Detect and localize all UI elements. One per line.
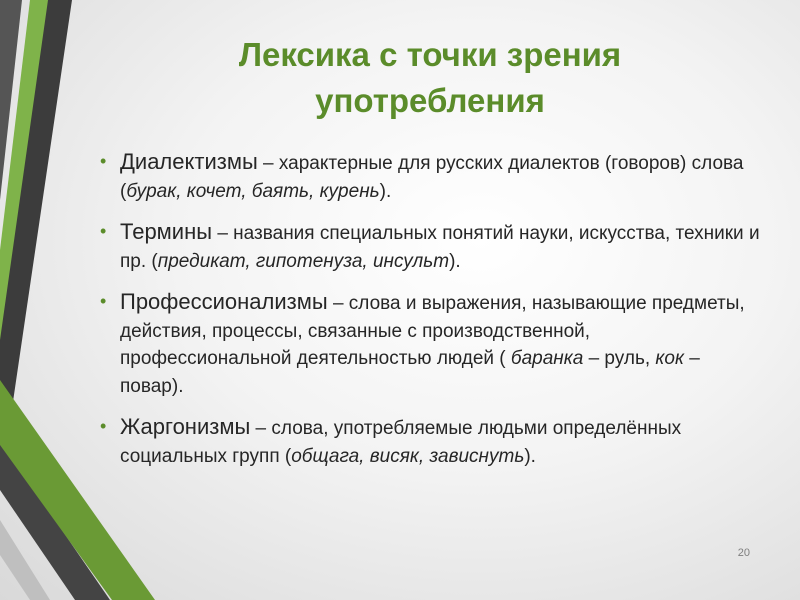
closing-text: – повар). bbox=[120, 348, 700, 397]
bullet-icon: • bbox=[100, 151, 107, 171]
bullet-icon: • bbox=[100, 291, 107, 311]
slide-content bbox=[100, 148, 760, 483]
closing-text: ). bbox=[449, 250, 461, 272]
term-label: Жаргонизмы bbox=[120, 414, 251, 439]
list-item-terms bbox=[100, 218, 760, 275]
definition-text: – слова и выражения, называющие предметы, действия, процессы, связанные с производственной, профессиональной деятельностью людей ( bbox=[120, 293, 745, 369]
definition-text: – характерные для русских диалектов (говоров) слова ( bbox=[120, 153, 744, 202]
bullet-icon: • bbox=[100, 416, 107, 436]
example-text-1: баранка bbox=[505, 348, 584, 369]
list-item-dialectisms bbox=[100, 148, 760, 205]
examples-text: предикат, гипотенуза, инсульт bbox=[157, 250, 450, 272]
definition-text: – названия специальных понятий науки, искусства, техники и пр. ( bbox=[120, 223, 760, 272]
term-label: Термины bbox=[120, 219, 213, 244]
examples-text: бурак, кочет, баять, курень bbox=[126, 180, 380, 202]
bullet-icon: • bbox=[100, 221, 107, 241]
page-number: 20 bbox=[737, 547, 750, 559]
list-item-professionalisms bbox=[100, 288, 760, 400]
slide-title: Лексика с точки зрения употребления bbox=[238, 36, 622, 119]
middle-text: – руль, bbox=[583, 348, 656, 369]
example-text-2: кок bbox=[655, 348, 684, 369]
term-label: Диалектизмы bbox=[120, 149, 258, 174]
examples-text: общага, висяк, зависнуть bbox=[291, 445, 525, 467]
definition-text: – слова, употребляемые людьми определённых социальных групп ( bbox=[120, 418, 682, 467]
closing-text: ). bbox=[524, 445, 536, 467]
term-label: Профессионализмы bbox=[120, 289, 328, 314]
closing-text: ). bbox=[379, 180, 392, 202]
list-item-jargonisms bbox=[100, 413, 760, 470]
